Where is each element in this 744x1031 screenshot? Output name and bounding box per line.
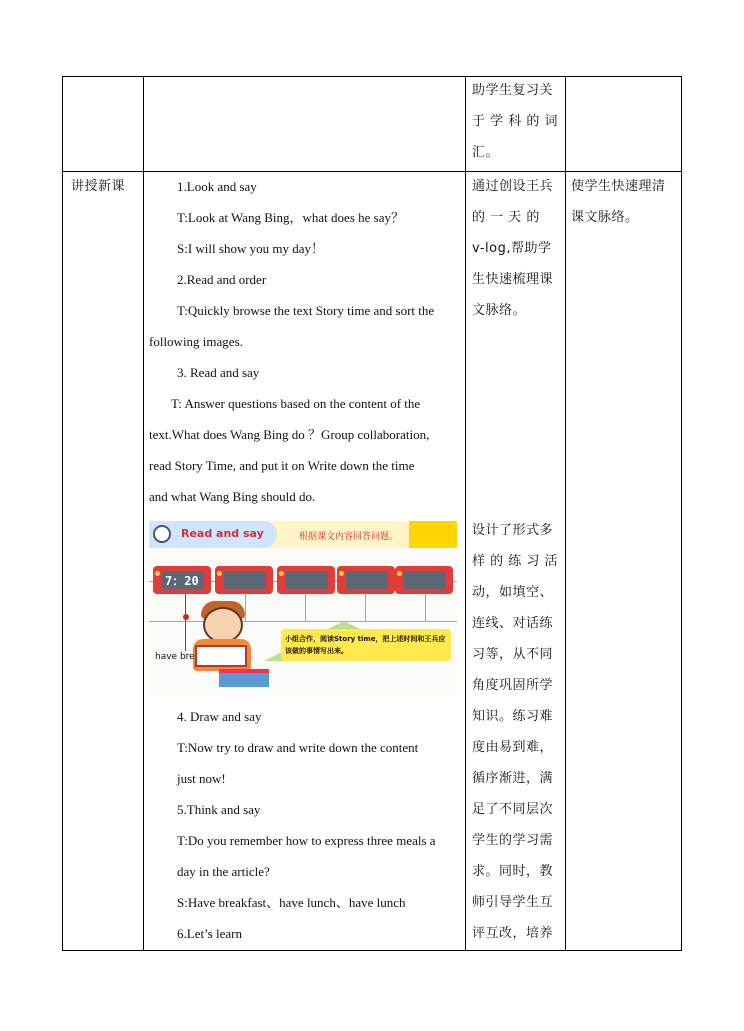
content-line: read Story Time, and put it on Write down the time xyxy=(149,458,415,473)
design-line: 设计了形式多 xyxy=(472,523,554,538)
banner-title: Read and say xyxy=(181,527,264,540)
banner-subtitle: 根据课文内容回答问题。 xyxy=(299,532,399,542)
design-line: 知识。练习难 xyxy=(472,709,554,724)
design-line: 度由易到难， xyxy=(472,740,554,755)
content-line: 1.Look and say xyxy=(177,179,257,194)
content-line: and what Wang Bing should do. xyxy=(149,489,316,504)
content-line: S:I will show you my day！ xyxy=(177,241,324,256)
design-line: 求。同时，教 xyxy=(472,864,554,879)
purpose-line: 使学生快速理清 xyxy=(571,179,666,194)
marker-line xyxy=(185,593,186,651)
design-line: 文脉络。 xyxy=(472,303,527,318)
design-line: v-log,帮助学 xyxy=(472,241,552,256)
column-divider xyxy=(465,77,466,950)
design-line: 师引导学生互 xyxy=(472,895,554,910)
design-line: 习等，从不同 xyxy=(472,647,554,662)
design-line: 通过创设王兵 xyxy=(472,179,554,194)
content-line: T:Look at Wang Bing，what does he say？ xyxy=(177,210,404,225)
content-line: T:Do you remember how to express three meals a xyxy=(177,833,436,848)
content-line: 5.Think and say xyxy=(177,802,261,817)
design-line: 的 一 天 的 xyxy=(472,210,540,225)
design-line: 评互改，培养 xyxy=(472,926,554,941)
time-screen xyxy=(286,571,328,589)
time-box xyxy=(337,566,395,594)
content-line: 6.Let’s learn xyxy=(177,926,242,941)
bulb-icon xyxy=(339,571,344,576)
lesson-plan-table xyxy=(62,76,682,951)
instruction-text: 小组合作，阅读Story time，把上述时间和王兵应该做的事情写出来。 xyxy=(285,635,446,655)
bulb-icon xyxy=(279,571,284,576)
timeline-tick xyxy=(245,593,246,621)
design-line: 连线、对话练 xyxy=(472,616,554,631)
timeline-tick xyxy=(365,593,366,621)
content-line: 4. Draw and say xyxy=(177,709,262,724)
purpose-line: 于 学 科 的 词 xyxy=(472,114,559,129)
bulb-icon xyxy=(155,571,160,576)
read-and-say-illustration xyxy=(149,521,457,696)
boy-head xyxy=(203,607,243,643)
design-line: 动，如填空、 xyxy=(472,585,554,600)
books-stack xyxy=(219,669,269,687)
time-screen xyxy=(404,571,446,589)
design-line: 足了不同层次 xyxy=(472,802,554,817)
time-screen xyxy=(346,571,388,589)
timeline-tick xyxy=(425,593,426,621)
content-line: 2.Read and order xyxy=(177,272,267,287)
design-line: 学生的学习需 xyxy=(472,833,554,848)
design-line: 样 的 练 习 活 xyxy=(472,554,559,569)
design-line: 生快速梳理课 xyxy=(472,272,554,287)
purpose-line: 课文脉络。 xyxy=(571,210,639,225)
content-line: S:Have breakfast、have lunch、have lunch xyxy=(177,895,406,910)
row-divider xyxy=(63,171,681,172)
design-line: 角度巩固所学 xyxy=(472,678,554,693)
content-line: following images. xyxy=(149,334,243,349)
book-icon xyxy=(195,645,247,667)
partial-label: have bre xyxy=(155,652,195,662)
bulb-icon xyxy=(217,571,222,576)
content-line: text.What does Wang Bing do ？Group collaboration, xyxy=(149,427,430,442)
content-line: T: Answer questions based on the content of the xyxy=(171,396,421,411)
clock-icon xyxy=(153,525,171,543)
time-box xyxy=(153,566,211,594)
content-line: day in the article? xyxy=(177,864,270,879)
content-line: just now! xyxy=(177,771,226,786)
content-line: 3. Read and say xyxy=(177,365,260,380)
bulb-icon xyxy=(397,571,402,576)
time-box xyxy=(395,566,453,594)
time-value: 7：20 xyxy=(165,574,199,588)
column-divider xyxy=(565,77,566,950)
design-line: 循序渐进，满 xyxy=(472,771,554,786)
time-box xyxy=(215,566,273,594)
content-line: T:Now try to draw and write down the content xyxy=(177,740,419,755)
banner-accent xyxy=(409,521,457,548)
column-divider xyxy=(143,77,144,950)
timeline-tick xyxy=(305,593,306,621)
marker-pin xyxy=(183,614,189,620)
time-box xyxy=(277,566,335,594)
purpose-line: 助学生复习关 xyxy=(472,83,554,98)
time-screen xyxy=(224,571,266,589)
content-line: T:Quickly browse the text Story time and sort the xyxy=(177,303,435,318)
purpose-line: 汇。 xyxy=(472,145,500,160)
stage-label: 讲授新课 xyxy=(71,179,126,194)
